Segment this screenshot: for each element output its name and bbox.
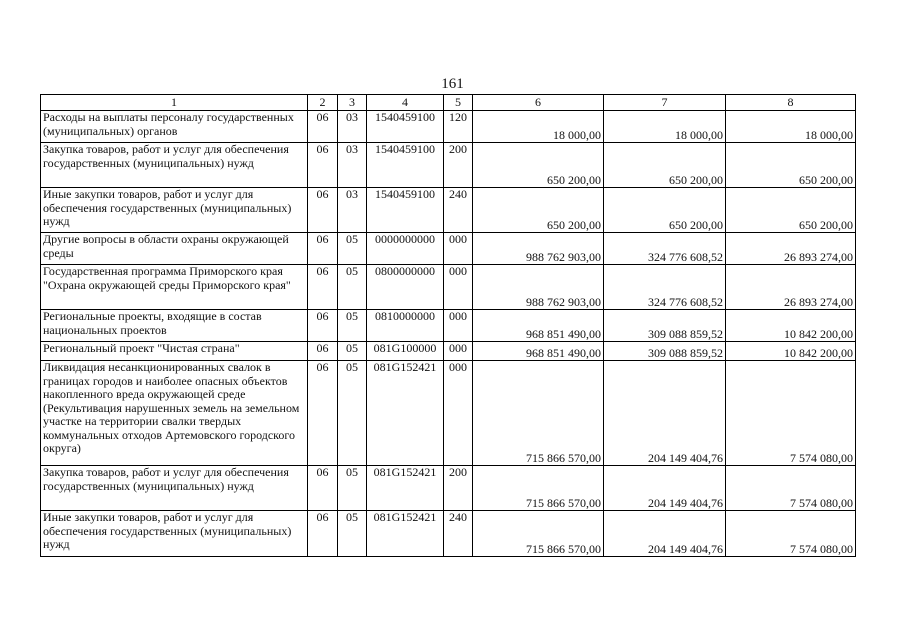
table-body bbox=[41, 111, 856, 557]
row-subsection-cell: 05 bbox=[338, 265, 367, 310]
row-name-cell: Иные закупки товаров, работ и услуг для обеспечения государственных (муниципальных) нужд bbox=[41, 188, 308, 233]
row-amount-year3-cell: 7 574 080,00 bbox=[726, 511, 856, 557]
row-expense-type-cell: 240 bbox=[444, 188, 473, 233]
row-name-cell: Ликвидация несанкционированных свалок в границах городов и наиболее опасных объектов накопленного вреда окружающей среде (Рекультивация нарушенных земель на земельном участке на территории свалки твердых коммунальных отходов Артемовского городского округа) bbox=[41, 361, 308, 466]
row-expense-type-cell: 000 bbox=[444, 342, 473, 361]
header-cell: 1 bbox=[41, 95, 308, 111]
row-amount-year1-cell: 18 000,00 bbox=[473, 111, 604, 143]
row-name-cell: Другие вопросы в области охраны окружающей среды bbox=[41, 233, 308, 265]
row-amount-year3-cell: 10 842 200,00 bbox=[726, 342, 856, 361]
row-subsection-cell: 05 bbox=[338, 233, 367, 265]
row-amount-year2-cell: 650 200,00 bbox=[604, 188, 726, 233]
row-amount-year1-cell: 968 851 490,00 bbox=[473, 310, 604, 342]
row-target-article-cell: 081G152421 bbox=[367, 361, 444, 466]
row-amount-year2-cell: 324 776 608,52 bbox=[604, 233, 726, 265]
row-expense-type-cell: 000 bbox=[444, 233, 473, 265]
row-section-cell: 06 bbox=[308, 265, 338, 310]
row-amount-year2-cell: 204 149 404,76 bbox=[604, 511, 726, 557]
header-cell: 5 bbox=[444, 95, 473, 111]
table-row bbox=[41, 361, 856, 466]
row-expense-type-cell: 000 bbox=[444, 265, 473, 310]
header-cell: 4 bbox=[367, 95, 444, 111]
row-amount-year1-cell: 988 762 903,00 bbox=[473, 233, 604, 265]
budget-table bbox=[40, 94, 856, 557]
row-amount-year3-cell: 650 200,00 bbox=[726, 143, 856, 188]
table-row bbox=[41, 111, 856, 143]
header-cell: 8 bbox=[726, 95, 856, 111]
row-section-cell: 06 bbox=[308, 310, 338, 342]
row-subsection-cell: 03 bbox=[338, 143, 367, 188]
row-expense-type-cell: 200 bbox=[444, 143, 473, 188]
row-amount-year1-cell: 715 866 570,00 bbox=[473, 361, 604, 466]
row-target-article-cell: 1540459100 bbox=[367, 188, 444, 233]
row-expense-type-cell: 120 bbox=[444, 111, 473, 143]
table-row bbox=[41, 233, 856, 265]
row-amount-year2-cell: 650 200,00 bbox=[604, 143, 726, 188]
row-subsection-cell: 05 bbox=[338, 361, 367, 466]
row-amount-year3-cell: 18 000,00 bbox=[726, 111, 856, 143]
row-amount-year2-cell: 204 149 404,76 bbox=[604, 466, 726, 511]
table-row bbox=[41, 310, 856, 342]
row-section-cell: 06 bbox=[308, 111, 338, 143]
row-target-article-cell: 081G100000 bbox=[367, 342, 444, 361]
header-cell: 3 bbox=[338, 95, 367, 111]
page-number: 161 bbox=[441, 76, 464, 92]
row-name-cell: Региональные проекты, входящие в состав национальных проектов bbox=[41, 310, 308, 342]
row-amount-year1-cell: 650 200,00 bbox=[473, 188, 604, 233]
row-section-cell: 06 bbox=[308, 361, 338, 466]
row-target-article-cell: 0800000000 bbox=[367, 265, 444, 310]
header-cell: 2 bbox=[308, 95, 338, 111]
row-amount-year3-cell: 26 893 274,00 bbox=[726, 233, 856, 265]
row-target-article-cell: 0000000000 bbox=[367, 233, 444, 265]
table-row bbox=[41, 143, 856, 188]
row-section-cell: 06 bbox=[308, 188, 338, 233]
row-amount-year3-cell: 26 893 274,00 bbox=[726, 265, 856, 310]
row-subsection-cell: 05 bbox=[338, 511, 367, 557]
header-row bbox=[41, 95, 856, 111]
row-expense-type-cell: 240 bbox=[444, 511, 473, 557]
row-expense-type-cell: 200 bbox=[444, 466, 473, 511]
row-name-cell: Иные закупки товаров, работ и услуг для обеспечения государственных (муниципальных) нужд bbox=[41, 511, 308, 557]
row-amount-year2-cell: 324 776 608,52 bbox=[604, 265, 726, 310]
row-amount-year3-cell: 10 842 200,00 bbox=[726, 310, 856, 342]
row-name-cell: Закупка товаров, работ и услуг для обеспечения государственных (муниципальных) нужд bbox=[41, 143, 308, 188]
table-row bbox=[41, 342, 856, 361]
row-target-article-cell: 1540459100 bbox=[367, 111, 444, 143]
table-row bbox=[41, 511, 856, 557]
row-amount-year2-cell: 309 088 859,52 bbox=[604, 342, 726, 361]
row-amount-year2-cell: 204 149 404,76 bbox=[604, 361, 726, 466]
row-subsection-cell: 03 bbox=[338, 188, 367, 233]
row-amount-year2-cell: 309 088 859,52 bbox=[604, 310, 726, 342]
row-subsection-cell: 05 bbox=[338, 342, 367, 361]
row-section-cell: 06 bbox=[308, 466, 338, 511]
row-target-article-cell: 081G152421 bbox=[367, 511, 444, 557]
row-amount-year2-cell: 18 000,00 bbox=[604, 111, 726, 143]
row-expense-type-cell: 000 bbox=[444, 361, 473, 466]
header-cell: 6 bbox=[473, 95, 604, 111]
row-amount-year1-cell: 715 866 570,00 bbox=[473, 466, 604, 511]
table-row bbox=[41, 466, 856, 511]
row-amount-year3-cell: 650 200,00 bbox=[726, 188, 856, 233]
row-amount-year3-cell: 7 574 080,00 bbox=[726, 466, 856, 511]
row-expense-type-cell: 000 bbox=[444, 310, 473, 342]
row-target-article-cell: 0810000000 bbox=[367, 310, 444, 342]
table-row bbox=[41, 265, 856, 310]
row-section-cell: 06 bbox=[308, 233, 338, 265]
row-amount-year1-cell: 968 851 490,00 bbox=[473, 342, 604, 361]
header-cell: 7 bbox=[604, 95, 726, 111]
row-name-cell: Региональный проект "Чистая страна" bbox=[41, 342, 308, 361]
row-target-article-cell: 1540459100 bbox=[367, 143, 444, 188]
row-section-cell: 06 bbox=[308, 342, 338, 361]
row-name-cell: Расходы на выплаты персоналу государственных (муниципальных) органов bbox=[41, 111, 308, 143]
row-section-cell: 06 bbox=[308, 511, 338, 557]
row-subsection-cell: 03 bbox=[338, 111, 367, 143]
row-name-cell: Государственная программа Приморского края "Охрана окружающей среды Приморского края" bbox=[41, 265, 308, 310]
row-amount-year1-cell: 650 200,00 bbox=[473, 143, 604, 188]
row-subsection-cell: 05 bbox=[338, 310, 367, 342]
row-amount-year1-cell: 715 866 570,00 bbox=[473, 511, 604, 557]
row-name-cell: Закупка товаров, работ и услуг для обеспечения государственных (муниципальных) нужд bbox=[41, 466, 308, 511]
row-section-cell: 06 bbox=[308, 143, 338, 188]
row-target-article-cell: 081G152421 bbox=[367, 466, 444, 511]
row-amount-year3-cell: 7 574 080,00 bbox=[726, 361, 856, 466]
row-subsection-cell: 05 bbox=[338, 466, 367, 511]
table-row bbox=[41, 188, 856, 233]
row-amount-year1-cell: 988 762 903,00 bbox=[473, 265, 604, 310]
